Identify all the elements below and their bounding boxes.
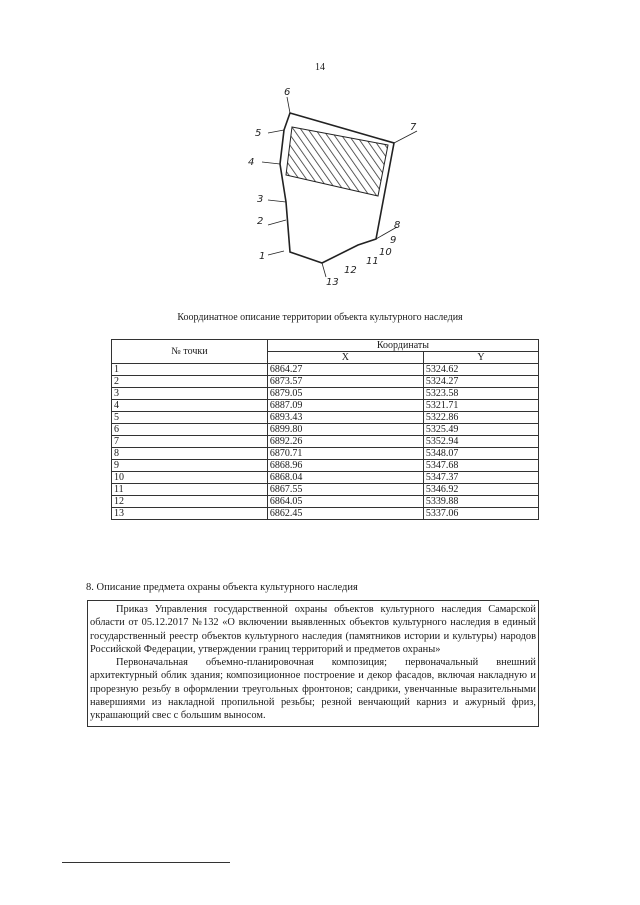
cell-x: 6892.26 bbox=[267, 436, 423, 448]
cell-x: 6862.45 bbox=[267, 508, 423, 520]
table-row bbox=[112, 424, 539, 436]
table-row bbox=[112, 496, 539, 508]
cell-y: 5324.62 bbox=[423, 364, 538, 376]
cell-y: 5347.68 bbox=[423, 460, 538, 472]
cell-point: 8 bbox=[112, 448, 268, 460]
cell-point: 2 bbox=[112, 376, 268, 388]
cell-y: 5322.86 bbox=[423, 412, 538, 424]
cell-point: 7 bbox=[112, 436, 268, 448]
cell-x: 6873.57 bbox=[267, 376, 423, 388]
section-8-heading: 8. Описание предмета охраны объекта культурного наследия bbox=[86, 582, 358, 593]
cell-point: 11 bbox=[112, 484, 268, 496]
footnote-divider bbox=[62, 862, 230, 863]
cell-x: 6867.55 bbox=[267, 484, 423, 496]
table-row bbox=[112, 484, 539, 496]
cell-y: 5347.37 bbox=[423, 472, 538, 484]
cell-point: 12 bbox=[112, 496, 268, 508]
table-row bbox=[112, 376, 539, 388]
table-row bbox=[112, 448, 539, 460]
table-row bbox=[112, 400, 539, 412]
cell-point: 13 bbox=[112, 508, 268, 520]
table-caption: Координатное описание территории объекта культурного наследия bbox=[177, 312, 463, 323]
cell-y: 5321.71 bbox=[423, 400, 538, 412]
point-label-6: 6 bbox=[284, 87, 291, 98]
point-label-4: 4 bbox=[248, 157, 255, 168]
point-label-7: 7 bbox=[410, 122, 417, 133]
cell-point: 5 bbox=[112, 412, 268, 424]
cell-point: 1 bbox=[112, 364, 268, 376]
point-label-3: 3 bbox=[257, 194, 264, 205]
point-label-10: 10 bbox=[379, 247, 392, 258]
cell-y: 5339.88 bbox=[423, 496, 538, 508]
cell-y: 5346.92 bbox=[423, 484, 538, 496]
territory-boundary-diagram bbox=[240, 85, 420, 290]
point-label-5: 5 bbox=[255, 128, 262, 139]
protection-subject-box bbox=[87, 600, 539, 727]
header-x: X bbox=[267, 352, 423, 364]
table-row bbox=[112, 460, 539, 472]
coordinates-table bbox=[111, 339, 539, 520]
cell-point: 6 bbox=[112, 424, 268, 436]
point-label-9: 9 bbox=[390, 235, 397, 246]
point-label-8: 8 bbox=[394, 220, 401, 231]
cell-point: 10 bbox=[112, 472, 268, 484]
cell-y: 5324.27 bbox=[423, 376, 538, 388]
page-number: 14 bbox=[315, 62, 325, 73]
cell-y: 5348.07 bbox=[423, 448, 538, 460]
cell-point: 9 bbox=[112, 460, 268, 472]
cell-x: 6879.05 bbox=[267, 388, 423, 400]
cell-y: 5325.49 bbox=[423, 424, 538, 436]
cell-x: 6899.80 bbox=[267, 424, 423, 436]
table-row bbox=[112, 436, 539, 448]
order-reference-paragraph: Приказ Управления государственной охраны объектов культурного наследия Самарской области от 05.12.2017 №132 «О включении выявленных объектов культурного наследия в единый государственный реестр объектов культурного наследия (памятников истории и культуры) народов Российской Федерации, утверждении границ территорий и предметов охраны» bbox=[90, 604, 536, 655]
table-row bbox=[112, 364, 539, 376]
cell-point: 4 bbox=[112, 400, 268, 412]
point-label-12: 12 bbox=[344, 265, 357, 276]
point-label-13: 13 bbox=[326, 277, 339, 288]
header-point-number: № точки bbox=[112, 340, 268, 364]
cell-x: 6887.09 bbox=[267, 400, 423, 412]
cell-y: 5323.58 bbox=[423, 388, 538, 400]
cell-x: 6864.27 bbox=[267, 364, 423, 376]
cell-x: 6870.71 bbox=[267, 448, 423, 460]
cell-x: 6868.04 bbox=[267, 472, 423, 484]
header-y: Y bbox=[423, 352, 538, 364]
cell-y: 5352.94 bbox=[423, 436, 538, 448]
point-label-2: 2 bbox=[257, 216, 264, 227]
table-row bbox=[112, 472, 539, 484]
cell-y: 5337.06 bbox=[423, 508, 538, 520]
table-row bbox=[112, 508, 539, 520]
cell-point: 3 bbox=[112, 388, 268, 400]
table-row bbox=[112, 388, 539, 400]
cell-x: 6893.43 bbox=[267, 412, 423, 424]
point-label-11: 11 bbox=[366, 256, 379, 267]
cell-x: 6868.96 bbox=[267, 460, 423, 472]
table-row bbox=[112, 412, 539, 424]
cell-x: 6864.05 bbox=[267, 496, 423, 508]
point-label-1: 1 bbox=[259, 251, 266, 262]
header-coordinates: Координаты bbox=[267, 340, 538, 352]
protection-subject-paragraph: Первоначальная объемно-планировочная композиция; первоначальный внешний архитектурный облик здания; композиционное построение и декор фасадов, включая накладную и прорезную резьбу в оформлении треугольных фронтонов; сандрики, увенчанные выразительными навершиями из накладной пропильной резьбы; резной венчающий карниз и ажурный фриз, украшающий свес с большим выносом. bbox=[90, 657, 536, 722]
